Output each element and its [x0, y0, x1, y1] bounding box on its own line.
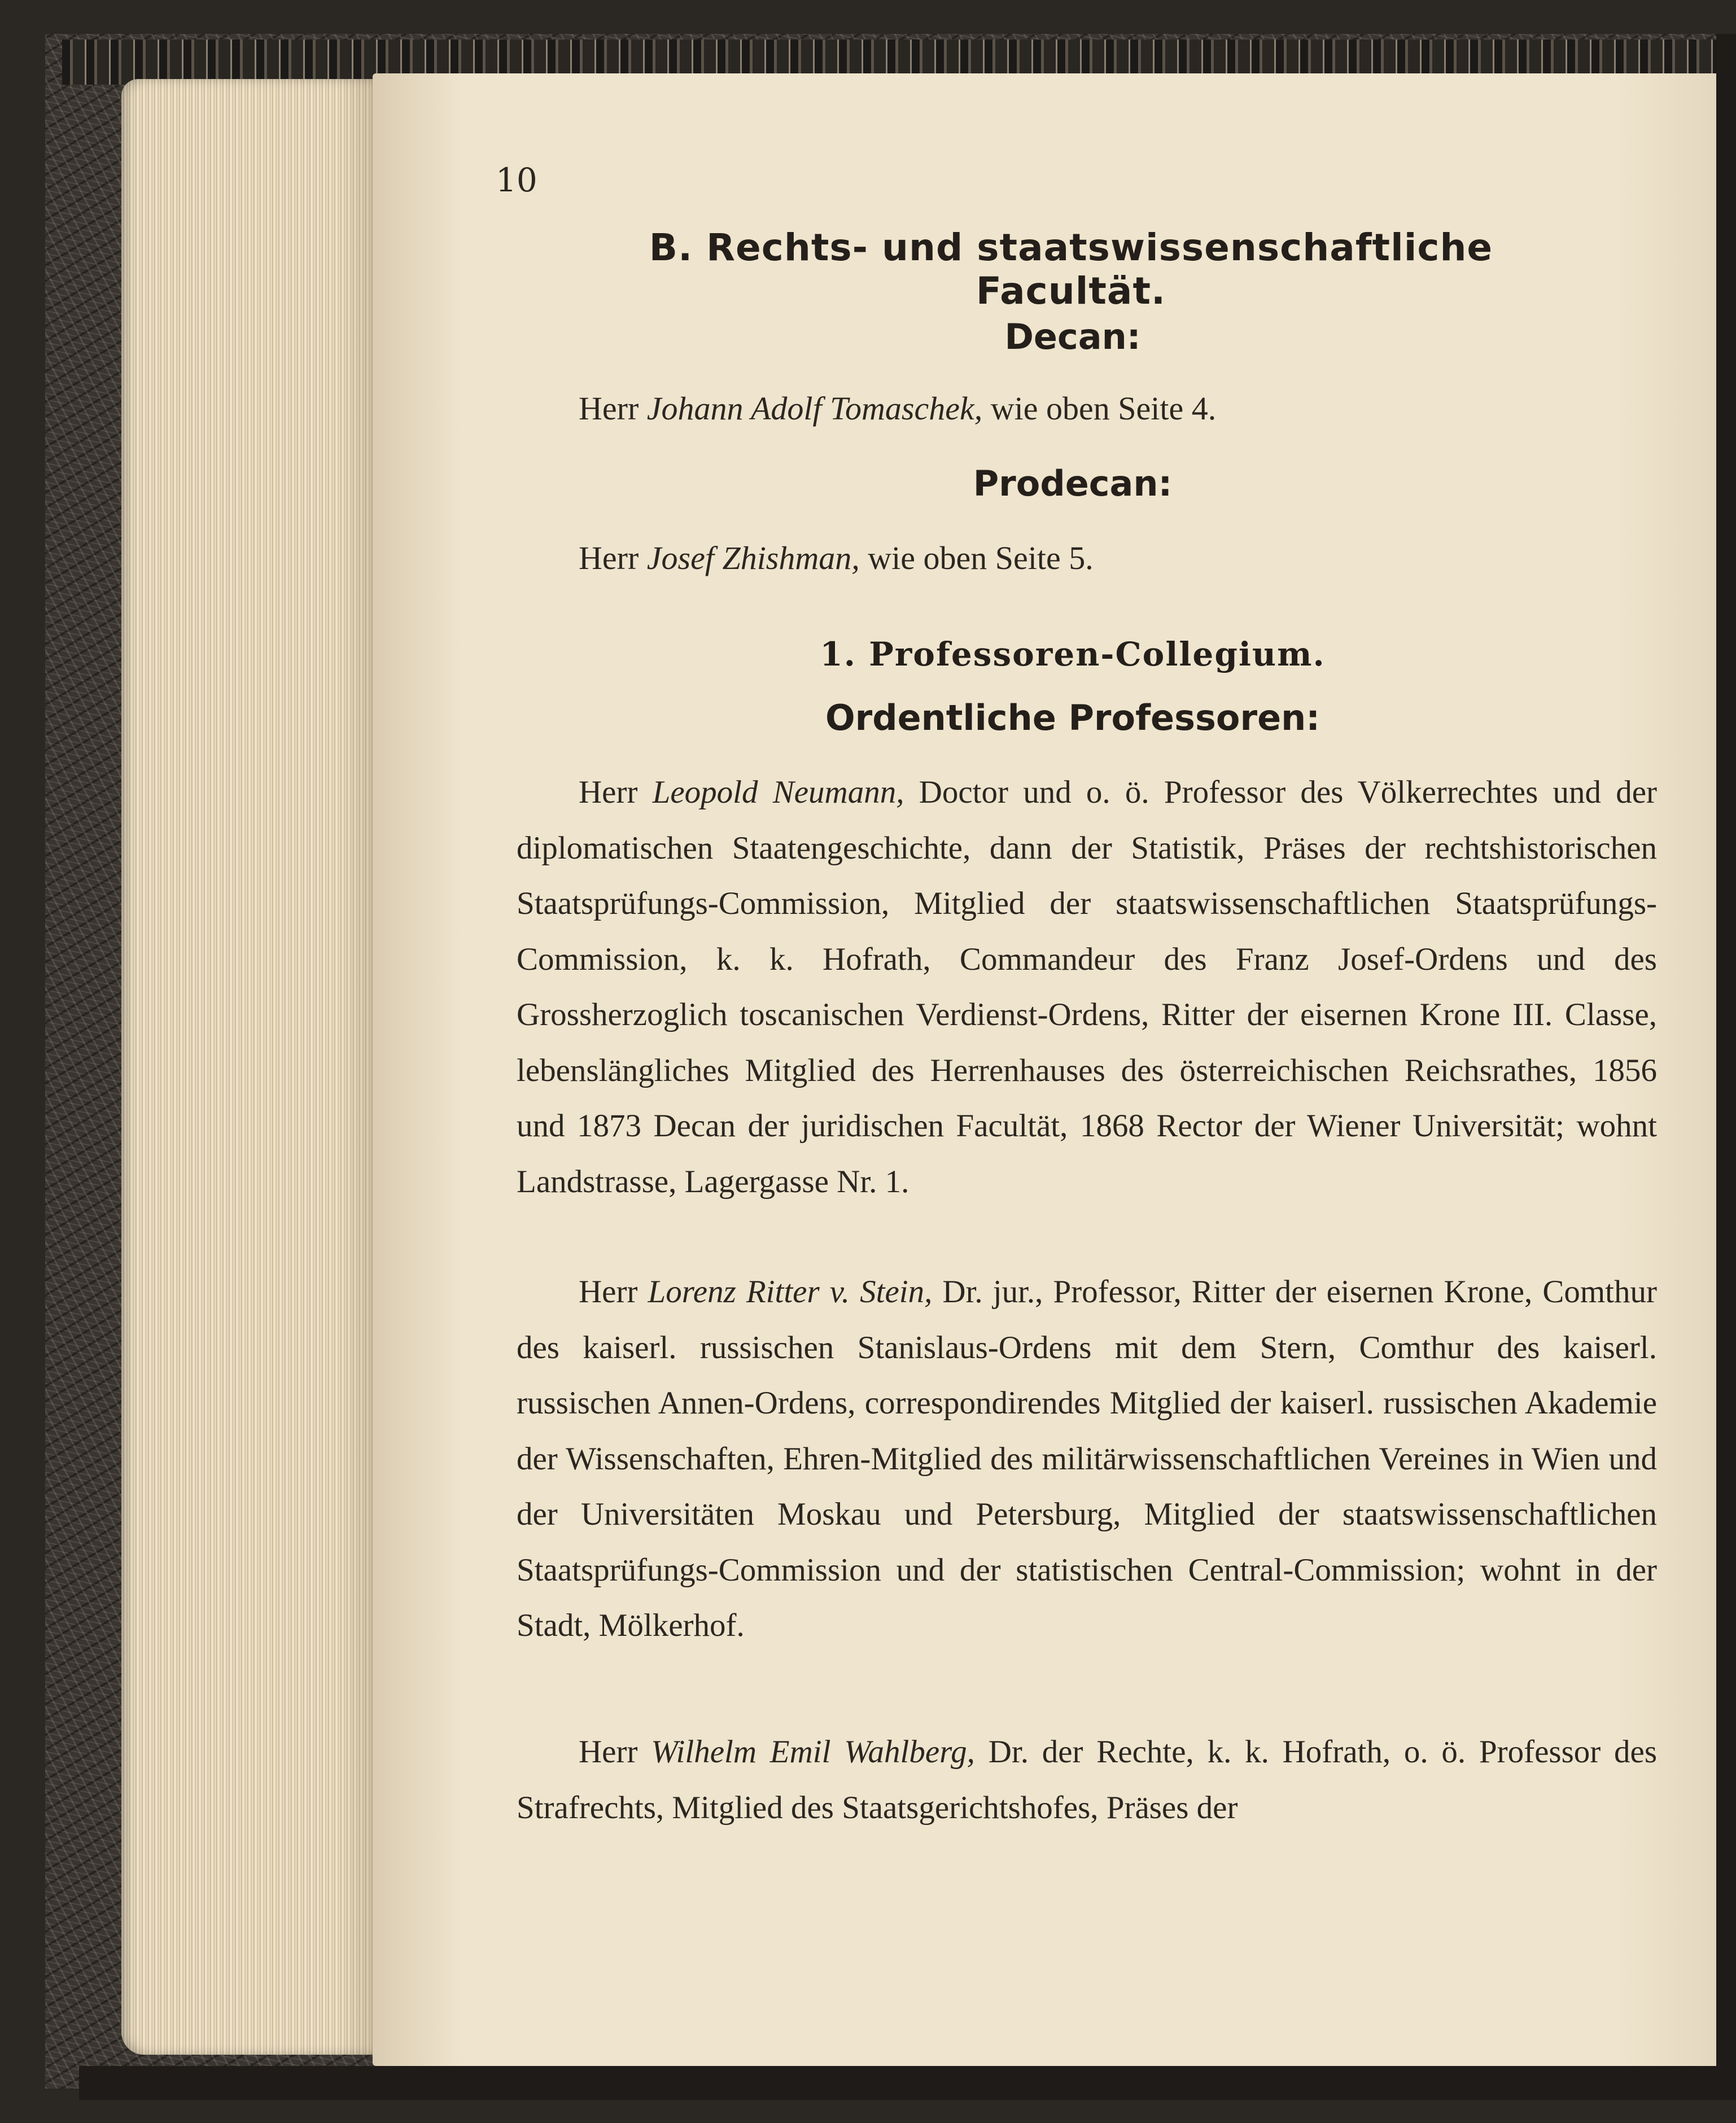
decan-line	[579, 389, 1216, 427]
section-title: B. Rechts- und staatswissenschaftliche Facultät.	[649, 226, 1493, 313]
entry-text: Dr. jur., Professor, Ritter der eisernen Krone, Comthur des kaiserl. russischen Stanislaus-Ordens mit dem Stern, Comthur des kaiserl. russischen Annen-Ordens, correspondirendes Mitglied der kaiserl. russischen Akademie der Wissenschaften, Ehren-Mitglied des militärwissenschaftlichen Vereines in Wien und der Universitäten Moskau und Petersburg, Mitglied der staatswissenschaftlichen Staatsprüfungs-Commission und der statistischen Central-Commission; wohnt in der Stadt, Mölkerhof.	[517, 1274, 1657, 1643]
professor-entry-stein	[517, 1264, 1657, 1654]
entry-name: Wilhelm Emil Wahlberg,	[651, 1734, 975, 1770]
professor-entry-wahlberg	[517, 1724, 1657, 1836]
entry-name: Leopold Neumann,	[652, 774, 904, 810]
decan-suffix: wie oben Seite 4.	[990, 390, 1217, 427]
prodecan-name: Josef Zhishman,	[646, 540, 860, 576]
cover-right-edge	[1716, 34, 1736, 2094]
entry-text: Doctor und o. ö. Professor des Völkerrechtes und der diplomatischen Staatengeschichte, dann der Statistik, Präses der rechtshistorischen Staatsprüfungs-Commission, Mitglied der staatswissenschaftlichen Staatsprüfungs-Commission, k. k. Hofrath, Commandeur des Franz Josef-Ordens und des Grossherzoglich toscanischen Verdienst-Ordens, Ritter der eisernen Krone III. Classe, lebenslängliches Mitglied des Herrenhauses des österreichischen Reichsrathes, 1856 und 1873 Decan der juridischen Facultät, 1868 Rector der Wiener Universität; wohnt Landstrasse, Lagergasse Nr. 1.	[517, 774, 1657, 1200]
entry-prefix: Herr	[579, 774, 638, 810]
collegium-heading: 1. Professoren-Collegium.	[820, 635, 1326, 673]
cover-bottom-edge	[79, 2066, 1736, 2100]
decan-prefix: Herr	[579, 390, 639, 427]
decan-heading: Decan:	[1004, 316, 1141, 357]
entry-prefix: Herr	[579, 1274, 638, 1310]
entry-text: Dr. der Rechte, k. k. Hofrath, o. ö. Professor des Strafrechts, Mitglied des Staatsgerichtshofes, Präses der	[517, 1734, 1658, 1826]
professor-entry-neumann	[517, 765, 1657, 1210]
prodecan-heading: Prodecan:	[973, 463, 1173, 504]
entry-prefix: Herr	[579, 1734, 638, 1770]
decan-name: Johann Adolf Tomaschek,	[646, 390, 983, 427]
prodecan-prefix: Herr	[579, 540, 639, 576]
page-number: 10	[496, 161, 537, 199]
prodecan-suffix: wie oben Seite 5.	[868, 540, 1094, 576]
ordentliche-heading: Ordentliche Professoren:	[825, 697, 1320, 738]
prodecan-line	[579, 539, 1094, 577]
entry-name: Lorenz Ritter v. Stein,	[648, 1274, 933, 1310]
